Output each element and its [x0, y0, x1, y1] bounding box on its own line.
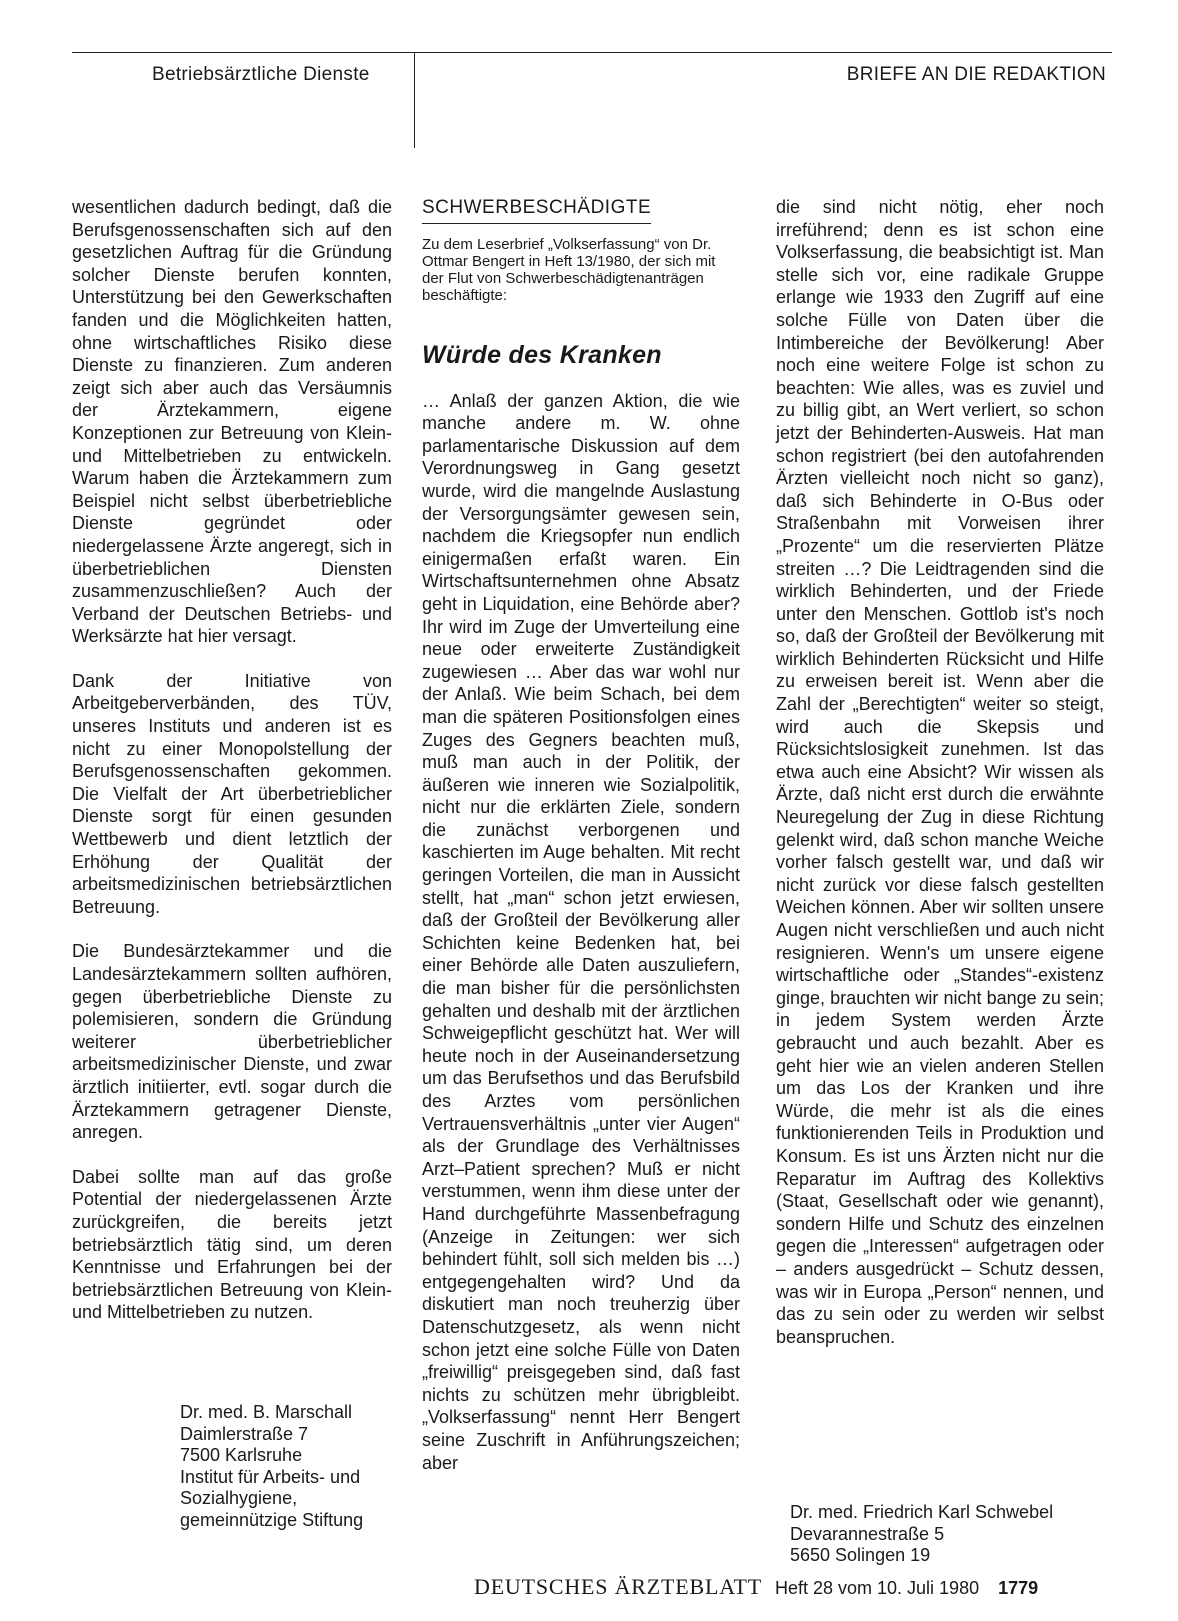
signature-marschall — [180, 1402, 363, 1532]
page-footer — [474, 1574, 1038, 1600]
signature-line: 7500 Karlsruhe — [180, 1445, 303, 1466]
signature-line: Institut für Arbeits- und — [180, 1466, 361, 1487]
page-number: 1779 — [998, 1578, 1039, 1598]
section-heading-right: BRIEFE AN DIE REDAKTION — [846, 64, 1106, 85]
signature-line: Dr. med. Friedrich Karl Schwebel — [790, 1502, 1054, 1522]
letter-body: … Anlaß der ganzen Aktion, die wie manche andere m. W. ohne parlamentarische Diskussion auf dem Verordnungsweg in Gang gesetzt wurde, wird die mangelnde Auslastung der Versorgungsämter gewesen sein, nachdem die Kriegsopfer nun endlich einigermaßen erfaßt waren. Ein Wirtschaftsunternehmen ohne Absatz geht in Liquidation, eine Behörde aber? Ihr wird im Zuge der Umverteilung eine neue oder erweiterte Zuständigkeit zugewiesen … Aber das war wohl nur der Anlaß. Wie beim Schach, bei dem man die späteren Positionsfolgen eines Zuges des Gegners beachten muß, muß man auch in der Politik, der äußeren wie inneren wie Sozialpolitik, nicht nur die erklärten Ziele, sondern die zunächst verborgenen und kaschierten im Auge behalten. Mit recht geringen Vorteilen, die man in Aussicht stellt, hat „man“ schon jetzt erwiesen, daß der Großteil der Bevölkerung aller Schichten keine Bedenken hat, bei einer Behörde alle Daten auszuliefern, die man bisher für die persönlichsten gehalten und deshalb mit der ärztlichen Schweigepflicht geschützt hat. Wer will heute noch in der Auseinandersetzung um das Berufsethos und das Berufsbild des Arztes vom persönlichen Vertrauensverhältnis „unter vier Augen“ als der Grundlage des Verhältnisses Arzt–Patient sprechen? Muß er nicht verstummen, wenn ihm diese unter der Hand durchgeführte Massenbefragung (Anzeige in Zeitungen: wer sich behindert fühlt, soll sich melden bis …) entgegengehalten wird? Und da diskutiert man noch treuherzig über Datenschutzgesetz, als wenn nicht schon jetzt eine solche Fülle von Daten „freiwillig“ preisgegeben sind, daß fast nichts zu schützen mehr übrigbleibt. „Volkserfassung“ nennt Herr Bengert seine Zuschrift in Anführungszeichen; aber — [422, 390, 740, 1473]
paragraph: Die Bundesärztekammer und die Landesärztekammern sollten aufhören, gegen überbetriebliche Dienste zu polemisieren, sondern die Gründung weiterer überbetrieblicher arbeitsmedizinischer Dienste, und zwar ärztlich initiierter, evtl. sogar durch die Ärztekammern getragener Dienste, anregen. — [72, 941, 392, 1143]
letter-body-continued: die sind nicht nötig, eher noch irreführend; denn es ist schon eine Volkserfassung, die beabsichtigt ist. Man stelle sich vor, eine radikale Gruppe erlange wie 1933 den Zugriff auf eine solche Fülle von Daten über die Intimbereiche der Bevölkerung! Aber noch eine weitere Folge ist schon zu beachten: Wie alles, was es zuviel und zu billig gibt, an Wert verliert, so schon jetzt der Behinderten-Ausweis. Hat man schon registriert (bei den autofahrenden Ärzten vielleicht noch nicht so ganz), daß sich Behinderte in O-Bus oder Straßenbahn mit Vorweisen ihrer „Prozente“ um die reservierten Plätze streiten …? Die Leidtragenden sind die wirklich Behinderten, und der Friede unter den Menschen. Gottlob ist's noch so, daß der Großteil der Bevölkerung mit wirklich Behinderten Rücksicht und Hilfe zu erweisen bereit ist. Wenn aber die Zahl der „Berechtigten“ weiter so steigt, wird auch die Skepsis und Rücksichtslosigkeit zunehmen. Ist das etwa auch eine Absicht? Wir wissen als Ärzte, daß nicht erst durch die erwähnte Neuregelung der Zug in diese Richtung gelenkt wird, daß schon manche Weiche vorher falsch gestellt war, und daß wir nicht zurück vor diese falsch gestellten Weichen können. Aber wir sollten unsere Augen nicht verschließen und auch nicht resignieren. Wenn's um unsere eigene wirtschaftliche oder „Standes“-existenz ginge, brauchten wir nicht bange zu sein; in jedem System werden Ärzte gebraucht und auch bezahlt. Aber es geht hier wie an vielen anderen Stellen um das Los der Kranken und ihre Würde, die mehr ist als die eines funktionierenden Teils in Produktion und Konsum. Es ist uns Ärzten nicht nur die Reparatur im Auftrag des Kollektivs (Staat, Gesellschaft oder wie genannt), sondern Hilfe und Schutz des einzelnen gegen die „Interessen“ aufgetragen oder – anders ausgedrückt – Schutz dessen, was wir in Europa „Person“ nennen, und das zu sein oder zu werden wir selbst beanspruchen. — [776, 197, 1104, 1347]
issue-info: Heft 28 vom 10. Juli 1980 — [774, 1578, 980, 1598]
column-3 — [776, 196, 1104, 1348]
top-rule — [72, 52, 1112, 53]
section-title: SCHWERBESCHÄDIGTE — [422, 197, 651, 224]
signature-line: Dr. med. B. Marschall — [180, 1402, 353, 1422]
signature-line: gemeinnützige Stiftung — [180, 1509, 364, 1530]
paragraph: wesentlichen dadurch bedingt, daß die Berufsgenossenschaften sich auf den gesetzlichen Auftrag für die Gründung solcher Dienste berufen konnten, Unterstützung bei den Gewerkschaften fanden und die Möglichkeiten hatten, ohne wirtschaftliches Risiko diese Dienste zu finanzieren. Zum anderen zeigt sich aber auch das Versäumnis der Ärztekammern, eigene Konzeptionen zur Betreuung von Klein- und Mittelbetrieben zu entwickeln. Warum haben die Ärztekammern zum Beispiel nicht selbst überbetriebliche Dienste gegründet oder niedergelassene Ärzte angeregt, sich in überbetrieblichen Diensten zusammenzuschließen? Auch der Verband der Deutschen Betriebs- und Werksärzte hat hier versagt. — [72, 197, 392, 647]
section-heading-left: Betriebsärztliche Dienste — [152, 64, 370, 85]
paragraph: Dabei sollte man auf das große Potential der niedergelassenen Ärzte zurückgreifen, die bereits jetzt betriebsärztlich tätig sind, um deren Kenntnisse und Erfahrungen bei der betriebsärztlichen Betreuung von Klein- und Mittelbetrieben zu nutzen. — [72, 1166, 392, 1323]
header-divider — [414, 52, 415, 148]
signature-schwebel — [790, 1502, 1053, 1567]
signature-line: Sozialhygiene, — [180, 1488, 298, 1509]
column-1 — [72, 196, 392, 1324]
signature-line: 5650 Solingen 19 — [790, 1545, 931, 1566]
letter-intro: Zu dem Leserbrief „Volkserfassung“ von Dr. Ottmar Bengert in Heft 13/1980, der sich mit der Flut von Schwerbeschädigtenanträgen beschäftigte: — [422, 235, 716, 304]
signature-line: Devarannestraße 5 — [790, 1523, 945, 1544]
paragraph: Dank der Initiative von Arbeitgeberverbänden, des TÜV, unseres Instituts und anderen ist es nicht zu einer Monopolstellung der Berufsgenossenschaften gekommen. Die Vielfalt der Art überbetrieblicher Dienste sorgt für einen gesunden Wettbewerb und dient letztlich der Erhöhung der Qualität der arbeitsmedizinischen betriebsärztlichen Betreuung. — [72, 670, 392, 917]
column-2 — [422, 196, 740, 1474]
signature-line: Daimlerstraße 7 — [180, 1423, 309, 1444]
journal-name: DEUTSCHES ÄRZTEBLATT — [474, 1574, 762, 1599]
letter-title: Würde des Kranken — [422, 340, 662, 369]
